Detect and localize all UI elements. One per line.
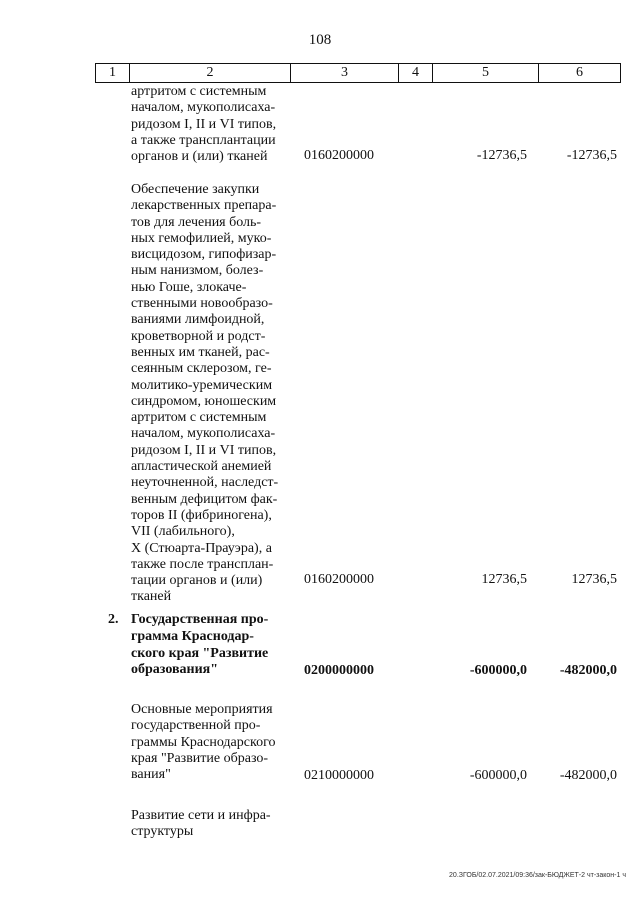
row-name: Развитие сети и инфра- структуры [131,808,271,840]
row-number: 2. [108,612,119,627]
header-col-1: 1 [96,64,130,83]
row-code: 0210000000 [304,768,374,783]
header-col-5: 5 [433,64,539,83]
row-value-col6: -12736,5 [566,148,617,163]
header-col-3: 3 [291,64,399,83]
page-number: 108 [308,32,332,48]
row-value-col6: -482000,0 [559,663,617,678]
row-code: 0200000000 [304,663,374,678]
header-col-6: 6 [539,64,621,83]
header-col-2: 2 [130,64,291,83]
row-value-col5: -12736,5 [476,148,527,163]
row-name: Основные мероприятия государственной про- граммы Краснодарского края "Развитие образо- вания" [131,702,276,783]
row-value-col5: -600000,0 [469,663,527,678]
row-code: 0160200000 [304,148,374,163]
row-code: 0160200000 [304,572,374,587]
row-value-col5: -600000,0 [469,768,527,783]
row-name: Государственная про- грамма Краснодар- ского края "Развитие образования" [131,612,269,678]
row-value-col5: 12736,5 [481,572,527,587]
row-value-col6: 12736,5 [571,572,617,587]
row-name: Обеспечение закупки лекарственных препара- тов для лечения боль- ных гемофилией, муко- висцидозом, гипофизар- ным нанизмом, болез- нью Гоше, злокаче- ственными новообразо- ваниями лимфоидной, кроветворной и родст- венных им тканей, рас- сеянным склерозом, ге- молитико-уремическим синдромом, юношеским артритом с системным началом, мукополисаха- ридозом I, II и VI типов, апластической анемией неуточненной, наследст- венным дефицитом фак- торов II (фибриногена), VII (лабильного), X (Стюарта-Прауэра), а также после трансплан- тации органов и (или) тканей [131,182,279,605]
footer-stamp: 20.ЗГОБ/02.07.2021/09:36/зак-БЮДЖЕТ-2 чт-закон-1 ч [449,872,626,879]
row-value-col6: -482000,0 [559,768,617,783]
table-header [95,63,621,83]
header-col-4: 4 [399,64,433,83]
row-name: артритом с системным началом, мукополисаха- ридозом I, II и VI типов, а также трансплантации органов и (или) тканей [131,84,277,165]
